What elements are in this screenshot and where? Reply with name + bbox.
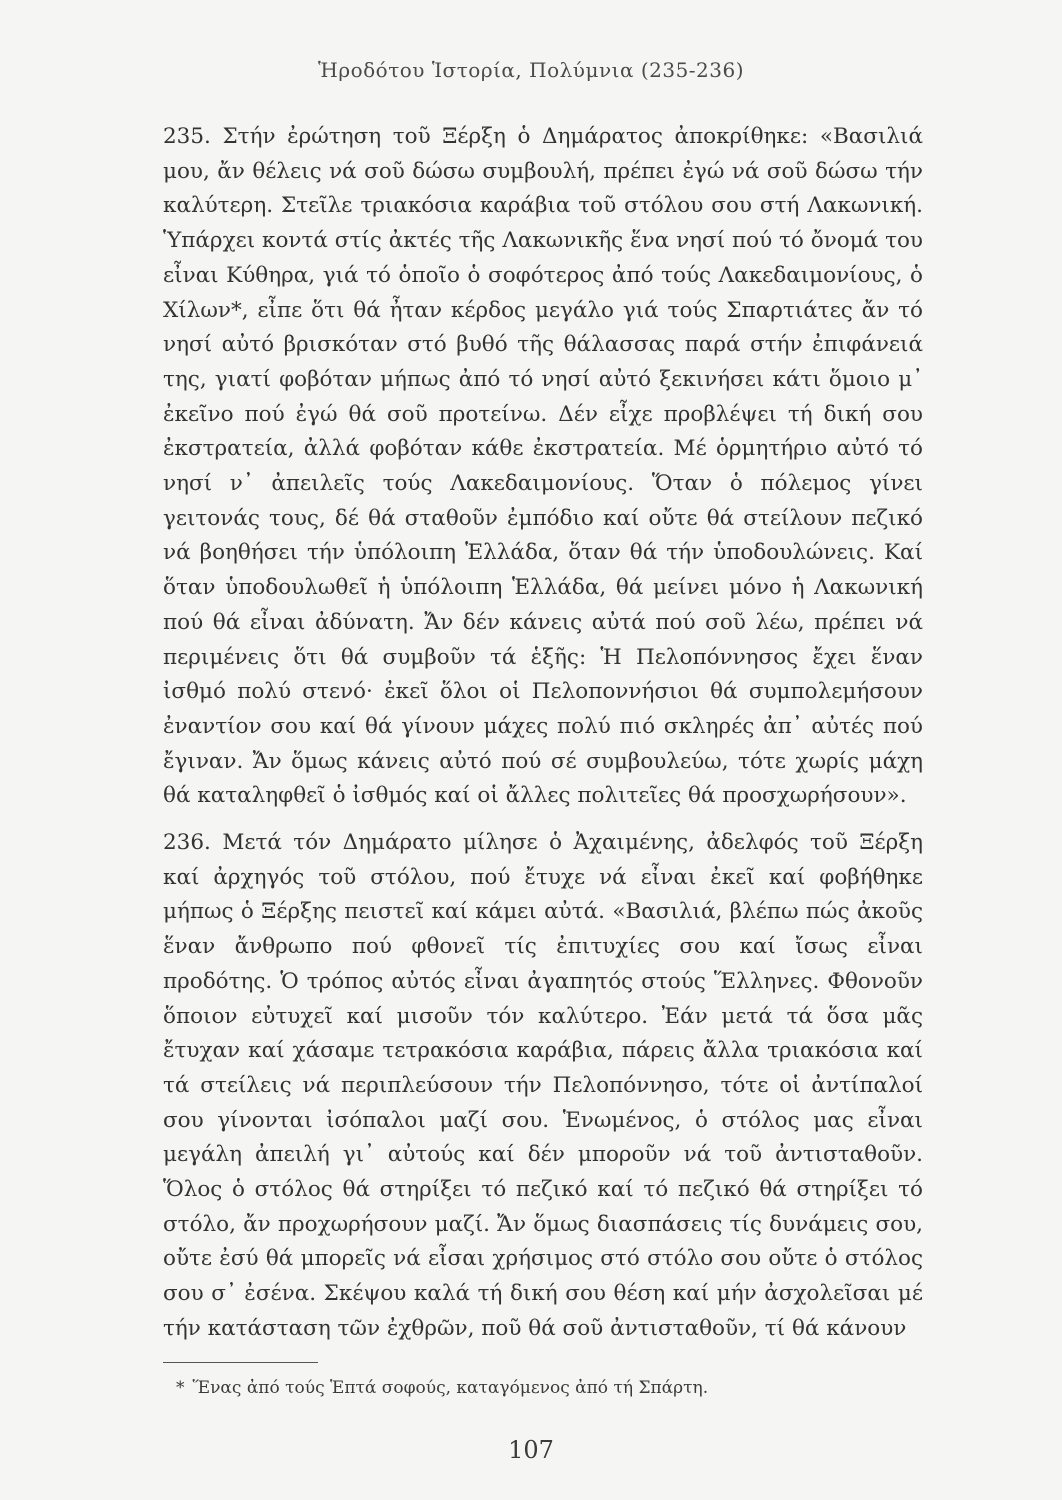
paragraph-235 <box>163 120 923 814</box>
paragraph-text: Στήν ἐρώτηση τοῦ Ξέρξη ὁ Δημάρατος ἀποκρίθηκε: «Βασιλιά μου, ἄν θέλεις νά σοῦ δώσω συμβουλή, πρέπει ἐγώ νά σοῦ δώσω τήν καλύτερη. Στεῖλε τριακόσια καράβια τοῦ στόλου σου στή Λακωνική. Ὑπάρχει κοντά στίς ἀκτές τῆς Λακωνικῆς ἕνα νησί πού τό ὄνομά του εἶναι Κύθηρα, γιά τό ὁποῖο ὁ σοφότερος ἀπό τούς Λακεδαιμονίους, ὁ Χίλων*, εἶπε ὅτι θά ἦταν κέρδος μεγάλο γιά τούς Σπαρτιάτες ἄν τό νησί αὐτό βρισκόταν στό βυθό τῆς θάλασσας παρά στήν ἐπιφάνειά της, γιατί φοβόταν μήπως ἀπό τό νησί αὐτό ξεκινήσει κάτι ὅμοιο μ᾽ ἐκεῖνο πού ἐγώ θά σοῦ προτείνω. Δέν εἶχε προβλέψει τή δική σου ἐκστρατεία, ἀλλά φοβόταν κάθε ἐκστρατεία. Μέ ὁρμητήριο αὐτό τό νησί ν᾽ ἀπειλεῖς τούς Λακεδαιμονίους. Ὅταν ὁ πόλεμος γίνει γειτονάς τους, δέ θά σταθοῦν ἐμπόδιο καί οὔτε θά στείλουν πεζικό νά βοηθήσει τήν ὑπόλοιπη Ἑλλάδα, ὅταν θά τήν ὑποδουλώνεις. Καί ὅταν ὑποδουλωθεῖ ἡ ὑπόλοιπη Ἑλλάδα, θά μείνει μόνο ἡ Λακωνική πού θά εἶναι ἀδύνατη. Ἄν δέν κάνεις αὐτά πού σοῦ λέω, πρέπει νά περιμένεις ὅτι θά συμβοῦν τά ἑξῆς: Ἡ Πελοπόννησος ἔχει ἕναν ἰσθμό πολύ στενό· ἐκεῖ ὅλοι οἱ Πελοποννήσιοι θά συμπολεμήσουν ἐναντίον σου καί θά γίνουν μάχες πολύ πιό σκληρές ἀπ᾽ αὐτές πού ἔγιναν. Ἄν ὅμως κάνεις αὐτό πού σέ συμβουλεύω, τότε χωρίς μάχη θά καταληφθεῖ ὁ ἰσθμός καί οἱ ἄλλες πολιτεῖες θά προσχωρήσουν». <box>163 124 923 809</box>
paragraph-236 <box>163 826 923 1347</box>
footnote-separator <box>163 1362 318 1363</box>
paragraph-number: 236. <box>163 830 211 855</box>
footnote-text: Ἕνας ἀπό τούς Ἑπτά σοφούς, καταγόμενος ἀπό τή Σπάρτη. <box>192 1378 709 1398</box>
page-number: 107 <box>508 1436 554 1464</box>
paragraph-text: Μετά τόν Δημάρατο μίλησε ὁ Ἀχαιμένης, ἀδελφός τοῦ Ξέρξη καί ἀρχηγός τοῦ στόλου, πού ἔτυχε νά εἶναι ἐκεῖ καί φοβήθηκε μήπως ὁ Ξέρξης πειστεῖ καί κάμει αὐτά. «Βασιλιά, βλέπω πώς ἀκοῦς ἕναν ἄνθρωπο πού φθονεῖ τίς ἐπιτυχίες σου καί ἴσως εἶναι προδότης. Ὁ τρόπος αὐτός εἶναι ἀγαπητός στούς Ἕλληνες. Φθονοῦν ὅποιον εὐτυχεῖ καί μισοῦν τόν καλύτερο. Ἐάν μετά τά ὅσα μᾶς ἔτυχαν καί χάσαμε τετρακόσια καράβια, πάρεις ἄλλα τριακόσια καί τά στείλεις νά περιπλεύσουν τήν Πελοπόννησο, τότε οἱ ἀντίπαλοί σου γίνονται ἰσόπαλοι μαζί σου. Ἑνωμένος, ὁ στόλος μας εἶναι μεγάλη ἀπειλή γι᾽ αὐτούς καί δέν μποροῦν νά τοῦ ἀντισταθοῦν. Ὅλος ὁ στόλος θά στηρίξει τό πεζικό καί τό πεζικό θά στηρίξει τό στόλο, ἄν προχωρήσουν μαζί. Ἄν ὅμως διασπάσεις τίς δυνάμεις σου, οὔτε ἐσύ θά μπορεῖς νά εἶσαι χρήσιμος στό στόλο σου οὔτε ὁ στόλος σου σ᾽ ἐσένα. Σκέψου καλά τή δική σου θέση καί μήν ἀσχολεῖσαι μέ τήν κατάσταση τῶν ἐχθρῶν, ποῦ θά σοῦ ἀντισταθοῦν, τί θά κάνουν <box>163 830 923 1341</box>
footnote <box>176 1378 708 1398</box>
paragraph-number: 235. <box>163 124 211 149</box>
footnote-marker: * <box>176 1378 185 1398</box>
running-head: Ἡροδότου Ἱστορία, Πολύμνια (235-236) <box>317 58 745 82</box>
